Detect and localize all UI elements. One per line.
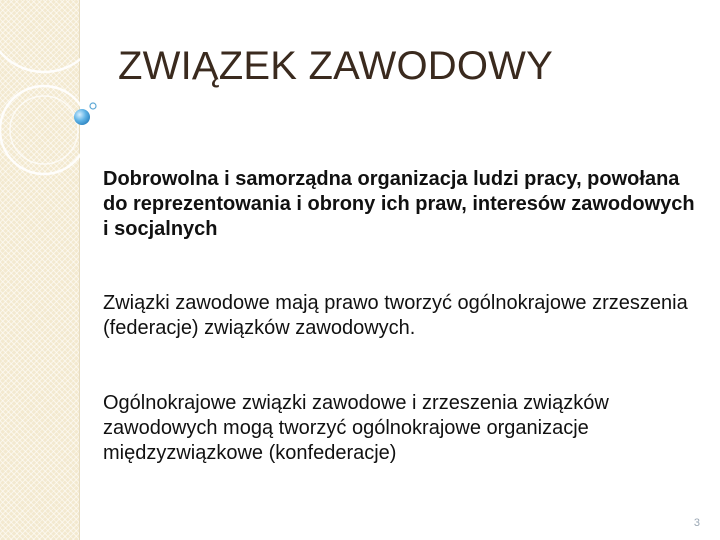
bubble-large-icon [74, 109, 90, 125]
page-number: 3 [693, 517, 700, 529]
federations-paragraph: Związki zawodowe mają prawo tworzyć ogólnokrajowe zrzeszenia (federacje) związków zawodowych. [103, 292, 688, 339]
definition-paragraph: Dobrowolna i samorządna organizacja ludzi pracy, powołana do reprezentowania i obrony ich praw, interesów zawodowych i socjalnych [103, 168, 695, 240]
slide-title: ZWIĄZEK ZAWODOWY [118, 44, 554, 88]
confederations-paragraph: Ogólnokrajowe związki zawodowe i zrzeszenia związków zawodowych mogą tworzyć ogólnokrajowe organizacje międzyzwiązkowe (konfederacje) [103, 392, 609, 464]
bubble-small-icon [90, 103, 96, 109]
